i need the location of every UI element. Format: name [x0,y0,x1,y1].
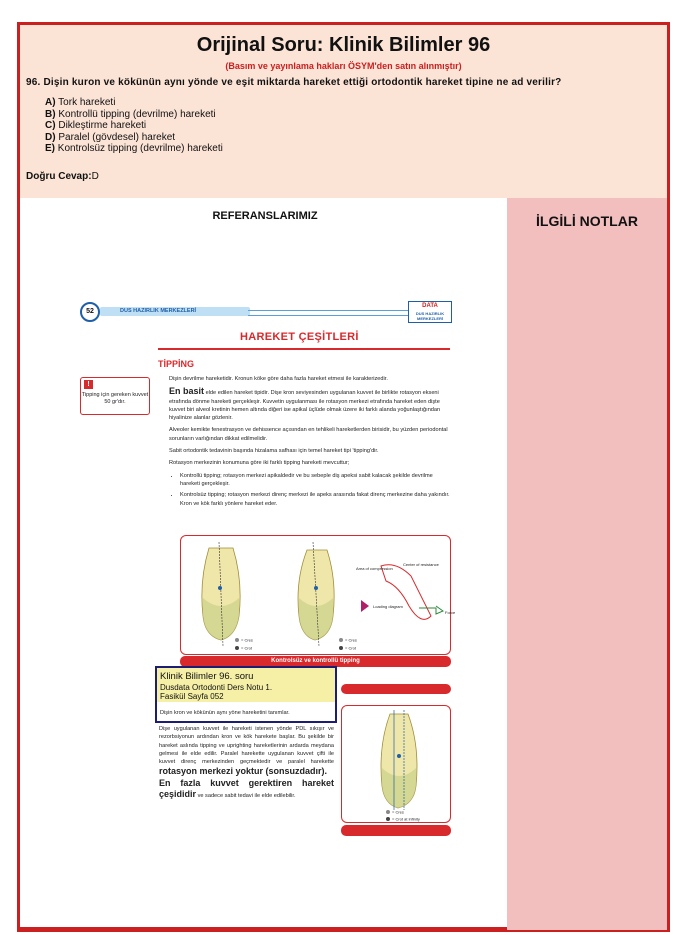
page-number: 52 [80,302,100,322]
tooth-1-icon [202,542,240,646]
notes-panel [507,198,667,930]
notes-title: İLGİLİ NOTLAR [536,213,638,229]
header-rule [248,310,408,316]
parallel-text: Dişe uygulanan kuvvet ile hareketi istenen yönde PDL sıkışır ve rezorbsiyonun ardından kron ve kök harekete başlar. Bu şekilde bir hareket aslında tipping ve uprighting hareketlerinin ardarda meydana gelmesi ile elde edilir. Paralel harekette uygulanan kuvvet çifti ile kuvvet direnç merkezinden geçmektedir ve paralel harekette rotasyon merkezi yoktur (sonsuzdadır). En fazla kuvvet gerektiren hareket çeşididir ve sadece sabit tedavi ile elde edilebilir. [159,726,334,800]
textbook-page [58,277,458,837]
chapter-rule [158,348,450,350]
svg-text:= Crot at infinity: = Crot at infinity [392,816,420,822]
overlay-definition: Dişin kron ve kökünün aynı yöne hareketini tanımlar. [160,710,290,716]
warning-icon: ! [84,380,93,389]
section-bar [341,684,451,694]
overlay-source: Dusdata Ortodonti Ders Notu 1. [160,683,273,692]
publisher-logo: DATA DUS HAZIRLIK MERKEZLERİ [408,301,452,323]
tooth-2-icon [298,542,334,646]
tipping-figure [180,535,456,655]
tooth-3-icon [381,710,417,810]
parallel-tooth-diagram [342,706,452,824]
figure-2-caption-bar [341,825,451,836]
figure-caption: Kontrolsüz ve kontrollü tipping [180,656,451,667]
chapter-title: HAREKET ÇEŞİTLERİ [240,331,359,343]
option-d: D) Paralel (gövdesel) hareket [45,131,176,143]
overlay-question-ref: Klinik Bilimler 96. soru [160,671,254,682]
question-title: Orijinal Soru: Klinik Bilimler 96 [196,34,491,56]
loading-diagram-icon [361,565,443,620]
parallel-figure [341,705,451,823]
question-text: 96. Dişin kuron ve kökünün aynı yönde ve eşit miktarda hareket ettiği ortodontik hareket tipine ne ad verilir? [26,77,562,88]
section-title: TİPPİNG [158,359,195,369]
option-b: B) Kontrollü tipping (devrilme) hareketi [45,108,216,120]
svg-text:Area of compression: Area of compression [356,566,393,571]
option-c: C) Dikleştirme hareketi [45,120,147,131]
correct-answer: Doğru Cevap:D [26,171,99,182]
option-a: A) Tork hareketi [45,97,116,108]
svg-text:Center of resistance: Center of resistance [403,562,439,567]
overlay-page: Fasikül Sayfa 052 [160,692,224,701]
svg-text:= Cres: = Cres [392,809,404,815]
option-e: E) Kontrolsüz tipping (devrilme) hareketi [45,143,223,154]
reference-overlay [155,666,337,723]
side-note: Tipping için gereken kuvvet 50 gr'dır. [80,377,150,415]
references-title: REFERANSLARIMIZ [212,210,318,222]
svg-text:= Cres: = Cres [241,637,253,643]
tipping-text: Dişin devrilme hareketidir. Kronun köke göre daha fazla hareket etmesi ile karakterizedir. En basit elde edilen hareket tipidir. Dişe kron seviyesinden uygulanan kuvvet ile birlikte rotasyon ekseni etrafında dönme hareketi gerçekleşir. Kuvvetin uygulanması ile rotasyon merkezi etrafında hareket eden dişte kuvvet biri alveol kretinin hemen altında diğeri ise apikal üçlüde olmak üzere iki farklı alanda yoğunlaştığından hiyalinize alanlar gözlenir. Alveoler kemikte fenestrasyon ve dehissence açısından en tehlikeli hareketlerden birisidir, bu yüzden periodontal sorunların varlığından dikkat edilmelidir. Sabit ortodontik tedavinin başında hizalama safhası için temel hareket tipi 'tipping'dir. Rotasyon merkezinin konumuna göre iki farklı tipping hareketi mevcuttur; • Kontrollü tipping; rotasyon merkezi apikaldedir ve bu sebeple diş apeksi sabit kalacak şekilde devrilme hareketi gerçekleşir. • Kontrolsüz tipping; rotasyon merkezi direnç merkezi ile apeks arasında fakat direnç merkezine daha yakındır. Kron ve kök farklı yönlere hareket eder. [169,375,451,511]
header-label: DUS HAZIRLIK MERKEZLERİ [100,307,250,316]
svg-text:Force: Force [445,610,456,615]
tooth-diagrams [181,536,456,656]
document-frame [17,22,670,932]
svg-text:Loading diagram: Loading diagram [373,604,403,609]
copyright-note: (Basım ve yayınlama hakları ÖSYM'den satın alınmıştır) [225,61,462,71]
svg-text:= Cres: = Cres [345,637,357,643]
question-panel [20,25,667,198]
options-list [45,97,223,155]
svg-text:= Crot: = Crot [241,645,253,651]
svg-text:= Crot: = Crot [345,645,357,651]
